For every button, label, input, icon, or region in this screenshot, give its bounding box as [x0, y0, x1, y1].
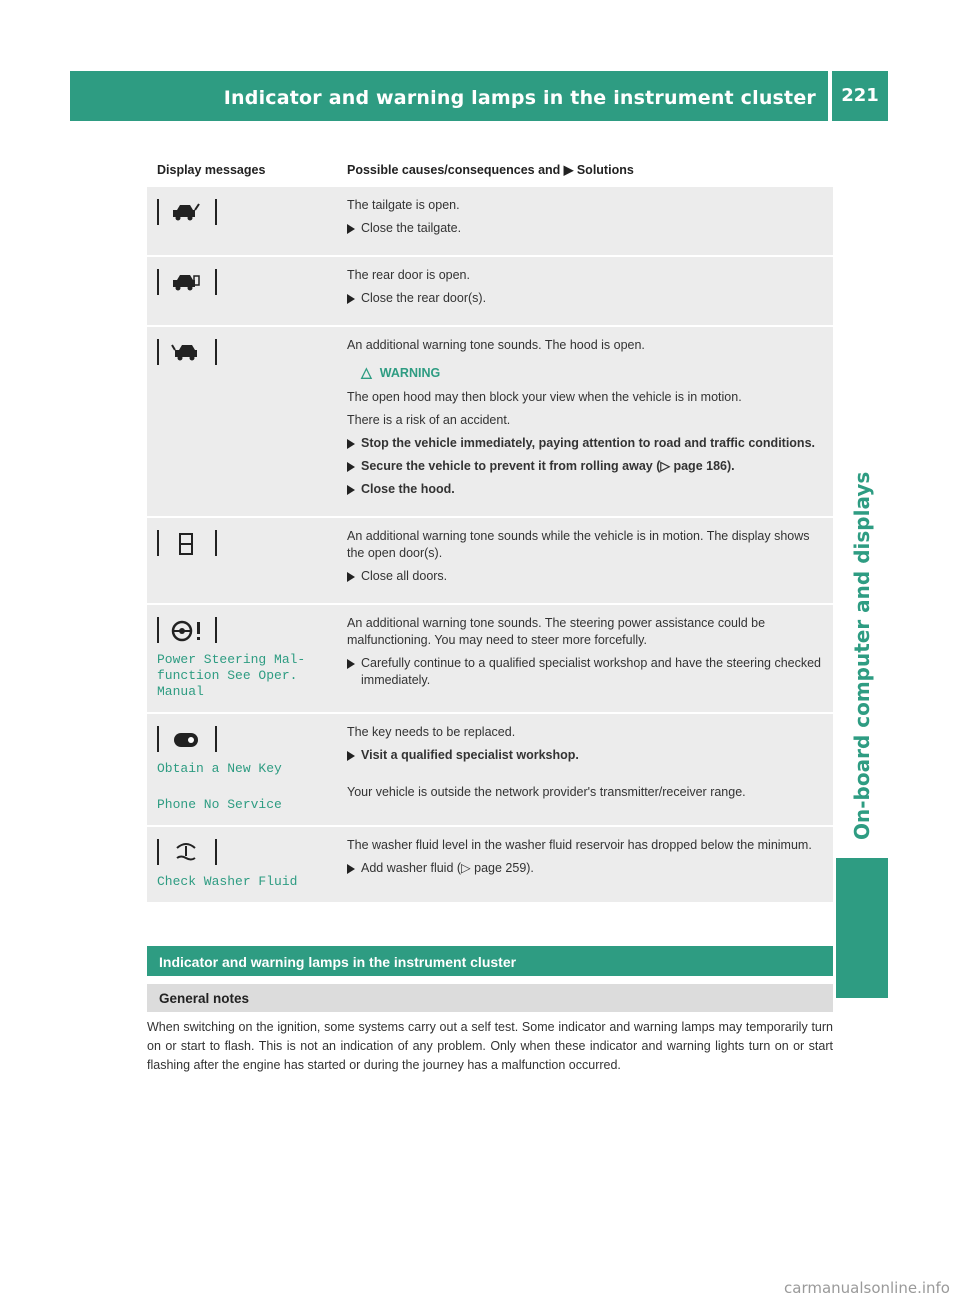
table-header: [147, 156, 833, 185]
key-icon: [157, 726, 217, 752]
row-text: The key needs to be replaced.: [347, 725, 516, 739]
solution-step: Close the tailgate.: [347, 220, 823, 237]
warning-label: WARNING: [379, 366, 441, 380]
table-row: [147, 187, 833, 255]
solution-step: Add washer fluid (▷ page 259).: [347, 860, 823, 877]
table-row: [147, 518, 833, 603]
table-row: [147, 827, 833, 902]
table-row: [147, 714, 833, 825]
section-heading: [147, 946, 833, 976]
col-causes-solutions: Possible causes/consequences and ▶ Solutions: [337, 156, 833, 185]
solution-step: Close the hood.: [347, 481, 823, 498]
side-tab: [836, 140, 888, 840]
row-text: The tailgate is open.: [347, 198, 460, 212]
side-color-block: [836, 858, 888, 998]
side-tab-label: On-board computer and displays: [850, 471, 874, 840]
row-text: An additional warning tone sounds while the vehicle is in motion. The display shows the open door(s).: [347, 529, 810, 560]
header-bar: [70, 71, 828, 121]
footer-watermark: carmanualsonline.info: [784, 1279, 950, 1297]
warning-text: There is a risk of an accident.: [347, 413, 511, 427]
col-display-messages: Display messages: [147, 156, 337, 185]
subsection-heading: [147, 984, 833, 1012]
tailgate-open-icon: [157, 199, 217, 225]
hood-open-icon: [157, 339, 217, 365]
washer-fluid-icon: [157, 839, 217, 865]
general-notes-text: When switching on the ignition, some systems carry out a self test. Some indicator and warning lamps may temporarily turn on or start to flash. This is not an indication of any problem. Only when these indicator and warning lights turn on or start flashing after the engine has started or during the journey has a malfunction occurred.: [147, 1020, 833, 1072]
warning-text: The open hood may then block your view when the vehicle is in motion.: [347, 390, 742, 404]
display-message-text: Obtain a New Key: [157, 761, 282, 776]
solution-step: Close the rear door(s).: [347, 290, 823, 307]
display-message-text: Check Washer Fluid: [157, 874, 298, 889]
steering-warning-icon: [157, 617, 217, 643]
rear-door-open-icon: [157, 269, 217, 295]
row-text: Your vehicle is outside the network provider's transmitter/receiver range.: [347, 785, 746, 799]
subsection-title: General notes: [159, 991, 250, 1006]
table-row: [147, 605, 833, 712]
table-row: [147, 257, 833, 325]
table-row: [147, 327, 833, 516]
solution-step: Stop the vehicle immediately, paying attention to road and traffic conditions.: [347, 435, 823, 452]
warning-heading: [361, 364, 823, 381]
solution-step: Visit a qualified specialist workshop.: [347, 747, 823, 764]
row-text: An additional warning tone sounds. The steering power assistance could be malfunctioning. You may need to steer more forcefully.: [347, 616, 766, 647]
solution-step: Carefully continue to a qualified specialist workshop and have the steering checked immediately.: [347, 655, 823, 689]
row-text: An additional warning tone sounds. The hood is open.: [347, 338, 645, 352]
warning-triangle-icon: △: [361, 364, 372, 380]
page-number: 221: [832, 71, 888, 121]
row-text: The rear door is open.: [347, 268, 470, 282]
display-message-text: Power Steering Mal- function See Oper. Manual: [157, 652, 306, 699]
header-title: Indicator and warning lamps in the instrument cluster: [223, 87, 816, 109]
row-text: The washer fluid level in the washer fluid reservoir has dropped below the minimum.: [347, 838, 812, 852]
section-title: Indicator and warning lamps in the instrument cluster: [159, 954, 517, 970]
display-messages-table: [147, 154, 833, 904]
display-message-text: Phone No Service: [157, 797, 282, 812]
solution-step: Close all doors.: [347, 568, 823, 585]
door-open-icon: [157, 530, 217, 556]
solution-step: Secure the vehicle to prevent it from rolling away (▷ page 186).: [347, 458, 823, 475]
